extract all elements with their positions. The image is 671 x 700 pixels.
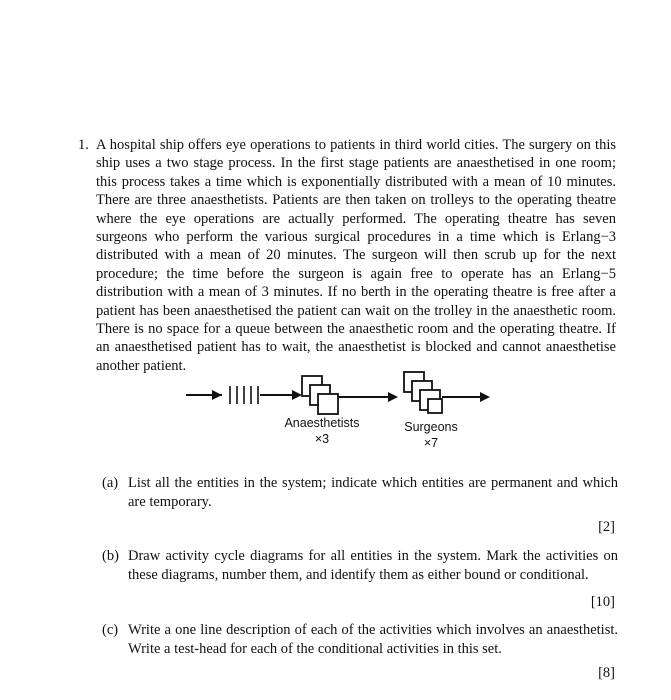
part-b-marks: [10] xyxy=(590,594,615,610)
part-a-label: (a) xyxy=(102,475,119,491)
part-c-marks: [8] xyxy=(598,665,615,681)
queue-to-stage1-arrowhead xyxy=(292,390,302,400)
part-c-text: Write a one line description of each of the activities which involves an anaesthetist. Write a test-head for each of the conditional activities in this set. xyxy=(128,622,618,657)
part-b xyxy=(102,547,618,584)
stage1-servers xyxy=(302,376,338,414)
arrival-arrowhead xyxy=(212,390,222,400)
question-text: A hospital ship offers eye operations to patients in third world cities. The surgery on this ship uses a two stage process. In the first stage patients are anaesthetised in one room; this process takes a time which is exponentially distributed with a mean of 10 minutes. There are three anaesthetists. Patients are then taken on trolleys to the operating theatre where the eye operations are actually performed. The operating theatre has seven surgeons who perform the various surgical procedures in a time which is Erlang−3 distributed with a mean of 20 minutes. The surgeon will then scrub up for the next procedure; the time before the surgeon is again free to operate has an Erlang−5 distribution with a mean of 3 minutes. If no berth in the operating theatre is free after a patient has been anaesthetised the patient can wait on the trolley in the anaesthetic room. There is no space for a queue between the anaesthetic room and the operating theatre. If an anaesthetised patient has to wait, the anaesthetist is blocked and cannot anaesthetise another patient. xyxy=(96,137,616,374)
stage2-count: ×7 xyxy=(423,436,439,450)
stage2-servers xyxy=(404,372,442,413)
part-c xyxy=(102,621,618,658)
stage1-label: Anaesthetists xyxy=(284,416,360,430)
part-a-text: List all the entities in the system; indicate which entities are permanent and which are temporary. xyxy=(128,475,618,510)
part-a-marks: [2] xyxy=(598,519,615,535)
departure-arrowhead xyxy=(480,392,490,402)
part-b-text: Draw activity cycle diagrams for all entities in the system. Mark the activities on these diagrams, number them, and identify them as either bound or conditional. xyxy=(128,548,618,583)
part-c-label: (c) xyxy=(102,622,119,638)
stage2-label: Surgeons xyxy=(404,420,458,434)
queue-bars xyxy=(230,386,258,404)
stage1-to-stage2-arrowhead xyxy=(388,392,398,402)
stage1-count: ×3 xyxy=(314,432,330,446)
part-a xyxy=(102,474,618,511)
part-b-label: (b) xyxy=(102,548,119,564)
question-number: 1. xyxy=(78,137,89,153)
